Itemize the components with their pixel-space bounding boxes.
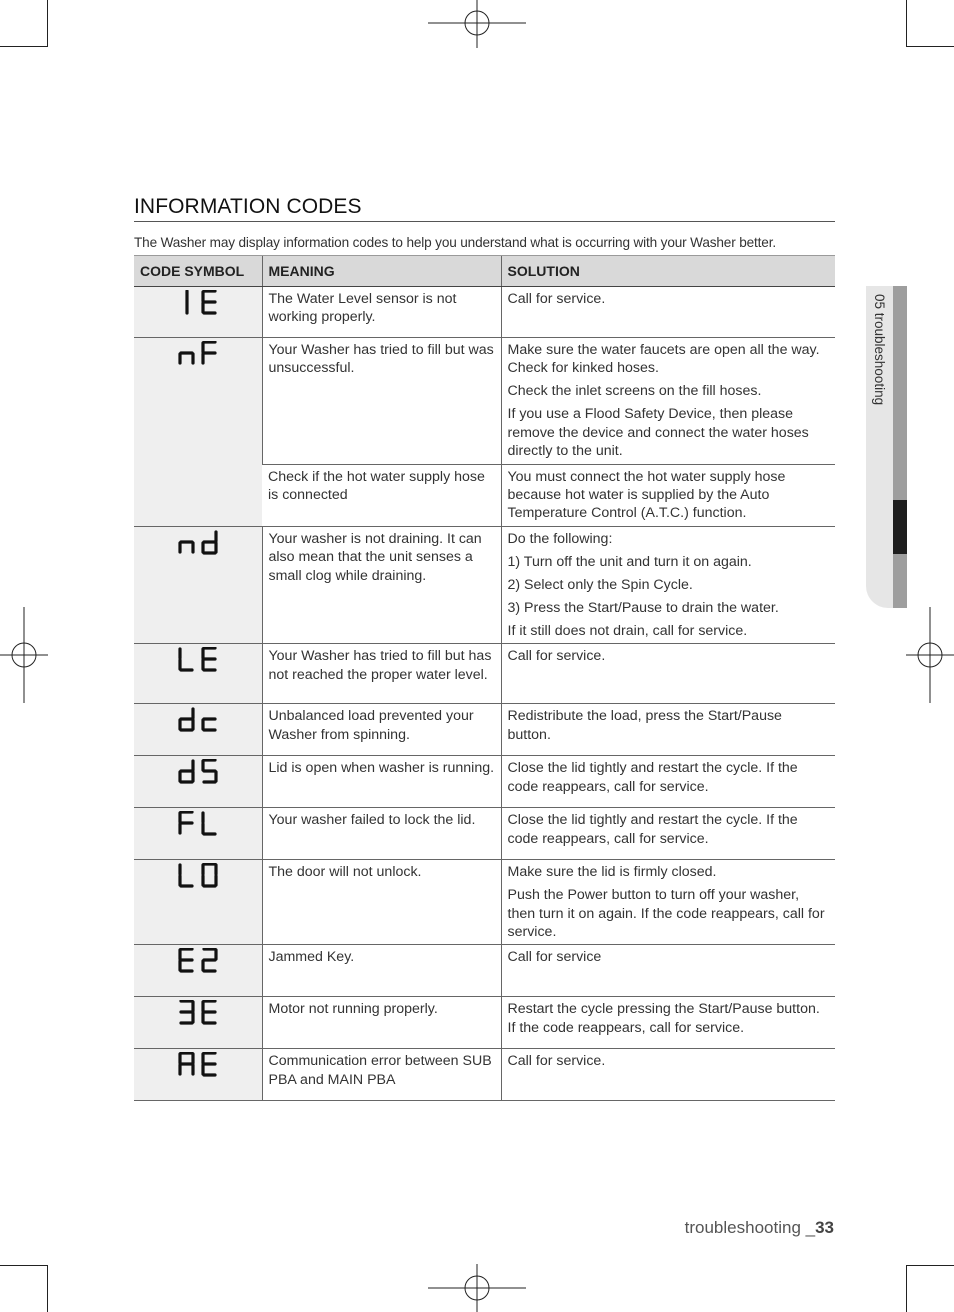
crop-mark	[907, 46, 954, 47]
solution-cell	[501, 287, 835, 338]
header-meaning: MEANING	[262, 256, 501, 287]
crop-mark	[906, 1265, 907, 1312]
code-symbol-cell	[134, 808, 262, 860]
meaning-cell: Jammed Key.	[262, 945, 501, 997]
footer-label: troubleshooting _	[684, 1218, 816, 1237]
solution-line: Close the lid tightly and restart the cycle. If the code reappears, call for service.	[507, 760, 798, 795]
solution-line: Redistribute the load, press the Start/Pause button.	[507, 708, 782, 743]
crop-mark	[0, 1265, 47, 1266]
code-symbol-cell	[134, 997, 262, 1049]
code-symbol-glyph	[178, 647, 218, 672]
table-row	[134, 860, 835, 945]
code-symbol-cell	[134, 756, 262, 808]
table-row	[134, 526, 835, 643]
meaning-cell: The Water Level sensor is not working properly.	[262, 287, 501, 338]
crop-mark	[47, 0, 48, 47]
table-row	[134, 287, 835, 338]
title-rule	[134, 221, 835, 222]
meaning-cell: Your washer failed to lock the lid.	[262, 808, 501, 860]
page-title: INFORMATION CODES	[134, 195, 362, 218]
table-row	[134, 756, 835, 808]
table-row	[134, 997, 835, 1049]
header-solution: SOLUTION	[501, 256, 835, 287]
table-row	[134, 808, 835, 860]
registration-mark-right	[906, 607, 954, 703]
table-row	[134, 1049, 835, 1101]
solution-line: Restart the cycle pressing the Start/Pause button. If the code reappears, call for service.	[507, 1001, 820, 1036]
solution-line: Make sure the water faucets are open all the way. Check for kinked hoses.	[507, 342, 820, 377]
registration-mark-top	[428, 0, 526, 48]
solution-cell	[501, 808, 835, 860]
table-row	[134, 945, 835, 997]
meaning-cell: Check if the hot water supply hose is connected	[262, 464, 501, 526]
solution-cell	[501, 338, 835, 465]
crop-mark	[47, 1265, 48, 1312]
solution-line: Call for service.	[507, 291, 606, 307]
solution-cell	[501, 464, 835, 526]
page-number: 33	[815, 1218, 834, 1237]
solution-line: Close the lid tightly and restart the cycle. If the code reappears, call for service.	[507, 812, 798, 847]
solution-line: 2) Select only the Spin Cycle.	[507, 576, 693, 593]
solution-cell	[501, 756, 835, 808]
code-symbol-glyph	[178, 863, 218, 888]
header-code-symbol: CODE SYMBOL	[134, 256, 262, 287]
meaning-cell: Unbalanced load prevented your Washer from spinning.	[262, 704, 501, 756]
code-symbol-cell	[134, 526, 262, 643]
solution-cell	[501, 704, 835, 756]
code-symbol-cell	[134, 945, 262, 997]
solution-cell	[501, 644, 835, 704]
code-symbol-glyph	[178, 811, 218, 836]
table-row	[134, 644, 835, 704]
solution-cell	[501, 1049, 835, 1101]
solution-line: Do the following:	[507, 530, 613, 547]
code-symbol-glyph	[178, 948, 218, 973]
intro-text: The Washer may display information codes to help you understand what is occurring with your Washer better.	[134, 235, 776, 250]
meaning-cell: Communication error between SUB PBA and MAIN PBA	[262, 1049, 501, 1101]
code-symbol-cell	[134, 704, 262, 756]
section-tab-bar	[893, 554, 907, 608]
code-symbol-glyph	[178, 530, 218, 555]
crop-mark	[0, 46, 47, 47]
code-symbol-glyph	[178, 341, 218, 366]
section-tab-bar	[893, 286, 907, 500]
table-header-row	[134, 256, 835, 287]
solution-line: Call for service.	[507, 1053, 606, 1070]
table-row	[134, 338, 835, 465]
code-symbol-cell	[134, 338, 262, 527]
solution-line: 3) Press the Start/Pause to drain the water.	[507, 599, 779, 616]
solution-cell	[501, 526, 835, 643]
code-symbol-cell	[134, 287, 262, 338]
solution-line: If it still does not drain, call for service.	[507, 622, 748, 639]
code-symbol-cell	[134, 860, 262, 945]
solution-line: You must connect the hot water supply hose because hot water is supplied by the Auto Temperature Control (A.T.C.) function.	[507, 468, 786, 522]
page-footer	[685, 1218, 834, 1238]
meaning-cell: Lid is open when washer is running.	[262, 756, 501, 808]
meaning-cell: Motor not running properly.	[262, 997, 501, 1049]
crop-mark	[907, 1265, 954, 1266]
solution-line: Call for service	[507, 949, 602, 966]
solution-cell	[501, 945, 835, 997]
solution-cell	[501, 997, 835, 1049]
registration-mark-bottom	[428, 1264, 526, 1312]
meaning-cell: Your washer is not draining. It can also mean that the unit senses a small clog while draining.	[262, 526, 501, 643]
meaning-cell: The door will not unlock.	[262, 860, 501, 945]
code-symbol-glyph	[178, 1052, 218, 1077]
solution-line: If you use a Flood Safety Device, then please remove the device and connect the water hoses directly to the unit.	[507, 406, 809, 460]
section-tab-label: 05 troubleshooting	[872, 294, 887, 406]
code-symbol-glyph	[178, 759, 218, 784]
code-symbol-glyph	[178, 290, 218, 315]
section-tab-marker	[893, 500, 907, 554]
meaning-cell: Your Washer has tried to fill but was unsuccessful.	[262, 338, 501, 465]
solution-line: Check the inlet screens on the fill hoses.	[507, 383, 762, 400]
table-row	[134, 704, 835, 756]
solution-line: Push the Power button to turn off your washer, then turn it on again. If the code reappears, call for service.	[507, 887, 825, 941]
code-symbol-glyph	[178, 707, 218, 732]
code-symbol-glyph	[178, 1000, 218, 1025]
solution-line: 1) Turn off the unit and turn it on again.	[507, 553, 752, 570]
code-symbol-cell	[134, 1049, 262, 1101]
registration-mark-left	[0, 607, 48, 703]
crop-mark	[906, 0, 907, 47]
solution-line: Make sure the lid is firmly closed.	[507, 864, 717, 881]
meaning-cell: Your Washer has tried to fill but has not reached the proper water level.	[262, 644, 501, 704]
code-symbol-cell	[134, 644, 262, 704]
information-codes-table	[134, 255, 835, 1101]
solution-line: Call for service.	[507, 648, 606, 665]
solution-cell	[501, 860, 835, 945]
